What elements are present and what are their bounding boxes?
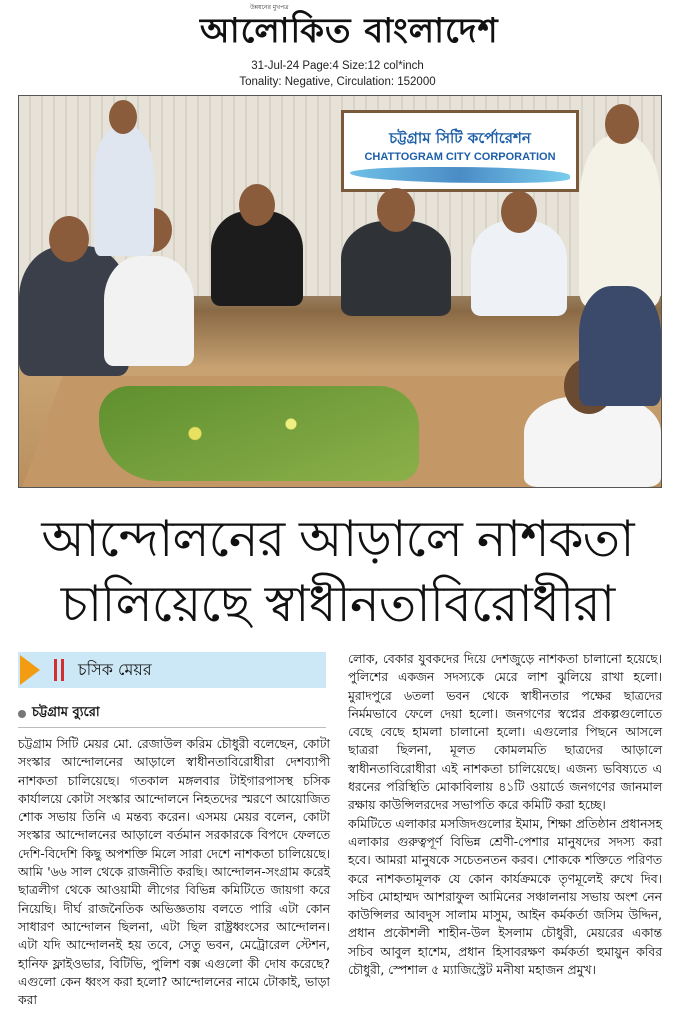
headline-line-2: চালিয়েছে স্বাধীনতাবিরোধীরা: [60, 575, 615, 633]
person-head: [501, 191, 537, 233]
newspaper-logo: আলোকিত বাংলাদেশ: [200, 11, 499, 51]
person-figure: [471, 221, 567, 316]
banner-text-en: CHATTOGRAM CITY CORPORATION: [364, 151, 556, 163]
banner-logo-wave: [350, 167, 570, 183]
kicker-text: চসিক মেয়র: [78, 659, 152, 679]
clipping-meta-date: 31-Jul-24 Page:4 Size:12 col*inch: [251, 60, 424, 72]
kicker-bar: [18, 652, 326, 688]
clipping-meta-tonality: Tonality: Negative, Circulation: 152000: [239, 76, 436, 88]
divider-bars-icon: [54, 659, 64, 681]
person-head: [239, 184, 275, 226]
byline: [18, 703, 326, 724]
masthead-tagline: উন্নয়নের মুখপত্র: [250, 4, 289, 11]
bullet-dot-icon: [18, 710, 26, 718]
banner-text-bn: চট্টগ্রাম সিটি কর্পোরেশন: [389, 129, 531, 147]
person-figure: [94, 126, 154, 256]
article-paragraph: চট্টগ্রাম সিটি মেয়র মো. রেজাউল করিম চৌধুরী বলেছেন, কোটা সংস্কার আন্দোলনের আড়ালে স্বাধীনতাবিরোধীরা দেশব্যাপী নাশকতা চালিয়েছে। গতকাল মঙ্গলবার টাইগারপাসস্থ চসিক কার্যালয়ে কোটা সংস্কার আন্দোলনে নিহতদের স্মরণে আয়োজিত শোক সভায় তিনি এ মন্তব্য করেন। এসময় মেয়র বলেন, কোটা সংস্কার আন্দোলনের আড়ালে বর্তমান সরকারকে বিপদে ফেলতে দেশি-বিদেশি কিছু অপশক্তি মিলে সারা দেশে নাশকতা চালিয়েছে। আমি '৬৬ সাল থেকে রাজনীতি করছি। আন্দোলন-সংগ্রাম করেই ছাত্রলীগ থেকে আওয়ামী লীগের বিভিন্ন কমিটিতে জায়গা করে নিয়েছি। দীর্ঘ রাজনৈতিক অভিজ্ঞতায় বলতে পারি এটা কোন সাধারণ আন্দোলন ছিলনা, এটা ছিল রাষ্ট্রধ্বংসের আন্দোলন। এটা যদি আন্দোলনই হয় তবে, সেতু ভবন, মেট্রোরেল স্টেশন, হানিফ ফ্লাইওভার, বিটিভি, পুলিশ বক্স এগুলো কী দোষ করেছে? এগুলো কেন ধ্বংস করা হলো? আন্দোলনের নামে টোকাই, ভাড়া করা: [18, 737, 330, 1008]
person-head: [605, 104, 639, 144]
play-triangle-icon: [20, 655, 40, 685]
person-figure: [104, 256, 194, 366]
table-flowers: [99, 386, 419, 481]
person-head: [49, 216, 89, 262]
article-column-right: [348, 650, 662, 979]
article-paragraph: লোক, বেকার যুবকদের দিয়ে দেশজুড়ে নাশকতা চালানো হয়েছে। পুলিশের একজন সদস্যকে মেরে লাশ ঝুলিয়ে রাখা হলো। মুরাদপুরে ৬তলা ভবন থেকে স্বাধীনতার পক্ষের ছাত্রদের নির্মমভাবে ফেলে দেয়া হলো। জনগণের স্বপ্নের প্রকল্পগুলোতে বেছে বেছে হামলা চালানো হলো। এগুলোর পিছনে আসলে ছাত্ররা ছিলনা, মূলত কোমলমতি ছাত্রদের আড়ালে স্বাধীনতাবিরোধীরা এই নাশকতা চালিয়েছে। এজন্য ভবিষ্যতে এ ধরনের পরিস্থিতি মোকাবিলায় ৪১টি ওয়ার্ডে জনগণের জানমাল রক্ষায় কাউন্সিলরদের সভাপতি করে কমিটি করা হচ্ছে।: [348, 652, 662, 813]
person-head: [109, 100, 137, 134]
person-figure: [579, 286, 661, 406]
headline-line-1: আন্দোলনের আড়ালে নাশকতা: [41, 510, 634, 568]
byline-divider: [18, 727, 326, 728]
article-column-left: [18, 735, 330, 1009]
news-photo: [18, 95, 662, 488]
byline-text: চট্টগ্রাম ব্যুরো: [32, 705, 100, 720]
person-figure: [579, 136, 661, 306]
person-head: [377, 188, 415, 232]
article-paragraph: কমিটিতে এলাকার মসজিদগুলোর ইমাম, শিক্ষা প্রতিষ্ঠান প্রধানসহ এলাকার গুরুত্বপূর্ণ বিভিন্ন শ্রেণী-পেশার মানুষদের সদস্য করা হবে। আমরা মানুষকে সচেতনতন করব। শোককে শক্তিতে পরিণত করে নাশকতামূলক যে কোন কার্যক্রমকে তৃণমূলেই রুখে দিব। সচিব মোহাম্মদ আশরাফুল আমিনের সঞ্চালনায় সভায় অংশ নেন কাউন্সিলর আবদুস সালাম মাসুম, আইন কর্মকর্তা জসিম উদ্দিন, প্রধান প্রকৌশলী শাহীন-উল ইসলাম চৌধুরী, মেয়রের একান্ত সচিব আবুল হাশেম, প্রধান হিসাবরক্ষণ কর্মকর্তা হুমায়ুন কবির চৌধুরী, স্পেশাল ৫ ম্যাজিস্ট্রেট মনীষা মহাজন প্রমুখ।: [348, 816, 662, 978]
photo-banner: [341, 110, 579, 192]
person-figure: [341, 221, 451, 316]
